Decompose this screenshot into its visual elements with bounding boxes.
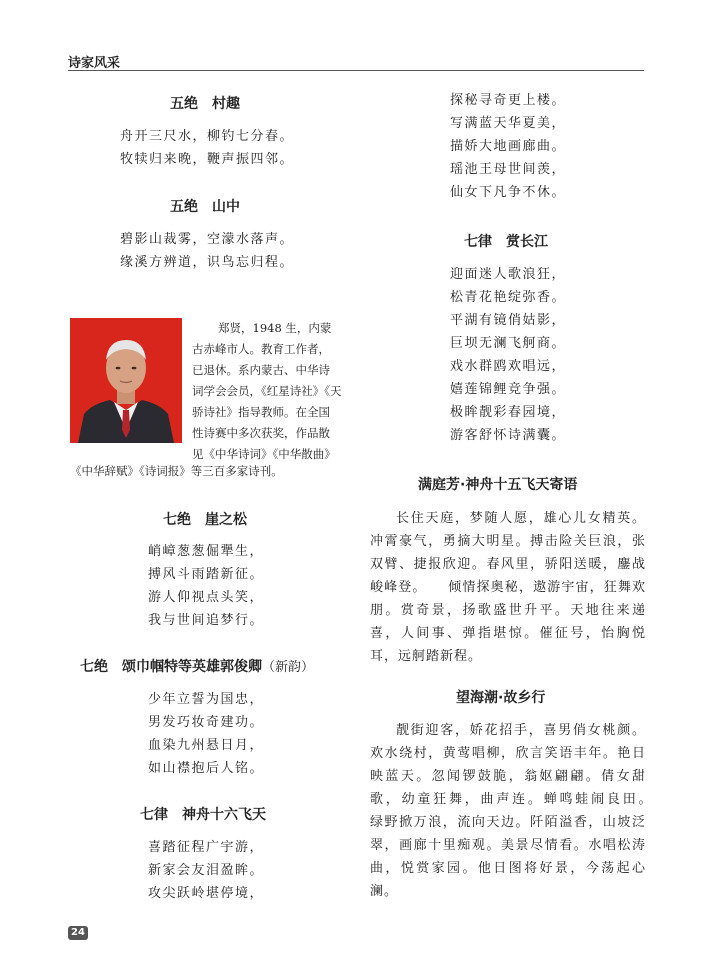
- author-bio-line: 见《中华诗词》《中华散曲》: [192, 447, 336, 461]
- ci-body: [370, 507, 646, 668]
- ci-body: [370, 719, 675, 903]
- poem-line: 迎面迷人歌浪狂，: [450, 267, 567, 282]
- poem-line: 碧影山裁雾，空濛水落声。: [120, 232, 295, 247]
- poem-line: 写满蓝天华夏美，: [450, 116, 567, 131]
- poem-line: 探秘寻奇更上楼。: [450, 93, 567, 108]
- poem-line: 男发巧妆奇建功。: [148, 715, 265, 730]
- poem-line: 如山襟抱后人铭。: [148, 761, 265, 776]
- poem-line: 游人仰视点头笑，: [148, 590, 265, 605]
- author-bio-first: 郑贤，1948 生，内蒙: [218, 321, 332, 335]
- poem-line: 牧犊归来晚，鞭声振四邻。: [120, 152, 295, 167]
- poem-line: 少年立誓为国忠，: [148, 692, 265, 707]
- poem-title: [80, 656, 314, 676]
- poem-line: 血染九州悬日月，: [148, 738, 265, 753]
- author-bio-last: 《中华辞赋》《诗词报》等三百多家诗刊。: [70, 464, 283, 478]
- poem-line: 松青花艳绽弥香。: [450, 290, 567, 305]
- poem-line: 舟开三尺水，柳钓七分春。: [120, 129, 295, 144]
- poem-line: 喜踏征程广宇游，: [148, 840, 265, 855]
- poem-line: 峭嶂葱葱倔犟生，: [148, 544, 265, 559]
- poem-line: 我与世间追梦行。: [148, 613, 265, 628]
- ci-title: 望海潮·故乡行: [456, 690, 546, 706]
- poem-line: 嬉莲锦鲤竞争强。: [450, 382, 567, 397]
- ci-paragraph: 长住天庭，梦随人愿，雄心儿女精英。冲霄豪气，勇摘大明星。搏击险关巨浪，张双臂、捷报欣迎。春风里，骄阳送暖，鏖战峻峰登。 倾情探奥秘，遨游宇宙，狂舞欢朋。赏奇景，扬歌盛世升平。天地往来递喜，人间事、弹指堪惊。催征号，怡胸悦耳，远舸踏新程。: [370, 511, 646, 664]
- poem-line: 缘溪方辨道，识鸟忘归程。: [120, 255, 295, 270]
- header-rule: [68, 70, 644, 71]
- poem-body: [120, 125, 294, 171]
- poem-title: 七绝 崖之松: [163, 512, 247, 528]
- author-photo: [70, 318, 182, 443]
- poem-line: 瑶池王母世间羡，: [450, 162, 567, 177]
- poem-body: [148, 540, 264, 632]
- author-bio-line: 骄诗社》指导教师。在全国: [192, 405, 330, 419]
- author-bio-line: 性诗赛中多次获奖，作品散: [192, 426, 330, 440]
- poem-line: 仙女下凡争不休。: [450, 185, 567, 200]
- author-bio: [192, 339, 342, 465]
- author-bio-line: 词学会会员，《红星诗社》《天: [192, 384, 342, 398]
- page-number: 24: [68, 926, 88, 940]
- poem-line: 巨坝无澜飞舸商。: [450, 336, 567, 351]
- poem-title: 七律 神舟十六飞天: [140, 807, 266, 823]
- author-bio-line: 古赤峰市人。教育工作者，: [192, 342, 330, 356]
- ci-title: 满庭芳·神舟十五飞天寄语: [418, 477, 578, 493]
- ci-paragraph: 靓街迎客，娇花招手，喜男俏女桃颜。欢水绕村，黄莺唱柳，欣言笑语丰年。艳日映蓝天。忽闻锣鼓脆，翁妪翩翩。倩女甜歌，幼童狂舞，曲声连。蝉鸣蛙闹良田。 绿野掀万浪，流向天边。阡陌溢香，山坡泛翠，画廊十里痴观。美景尽情看。水唱松涛曲，悦赏家园。他日图将好景，今荡起心澜。: [370, 723, 675, 899]
- poem-title-tag: （新韵）: [262, 660, 315, 675]
- poem-line: 游客舒怀诗满囊。: [450, 428, 567, 443]
- poem-line: 极眸靓彩春园境，: [450, 405, 567, 420]
- poem-body: [148, 688, 264, 780]
- section-title: 诗家风采: [68, 56, 121, 71]
- poem-body: [148, 836, 264, 905]
- poem-title: 七律 赏长江: [464, 234, 548, 250]
- poem-line: 描娇大地画廊曲。: [450, 139, 567, 154]
- poem-title: 五绝 村趣: [170, 96, 240, 112]
- poem-body: [450, 263, 566, 447]
- poem-line: 攻尖跃岭堪停境，: [148, 886, 265, 901]
- poem-body: [120, 228, 294, 274]
- poem-line: 戏水群鸥欢唱远，: [450, 359, 567, 374]
- poem-line: 平湖有镜俏姑影，: [450, 313, 567, 328]
- poem-title: 五绝 山中: [170, 199, 240, 215]
- poem-title-text: 七绝 颂巾帼特等英雄郭俊卿: [80, 659, 262, 675]
- author-bio-line: 已退休。系内蒙古、中华诗: [192, 363, 330, 377]
- poem-body-continued: [450, 89, 566, 204]
- poem-line: 新家会友泪盈眸。: [148, 863, 265, 878]
- poem-line: 搏风斗雨踏新征。: [148, 567, 265, 582]
